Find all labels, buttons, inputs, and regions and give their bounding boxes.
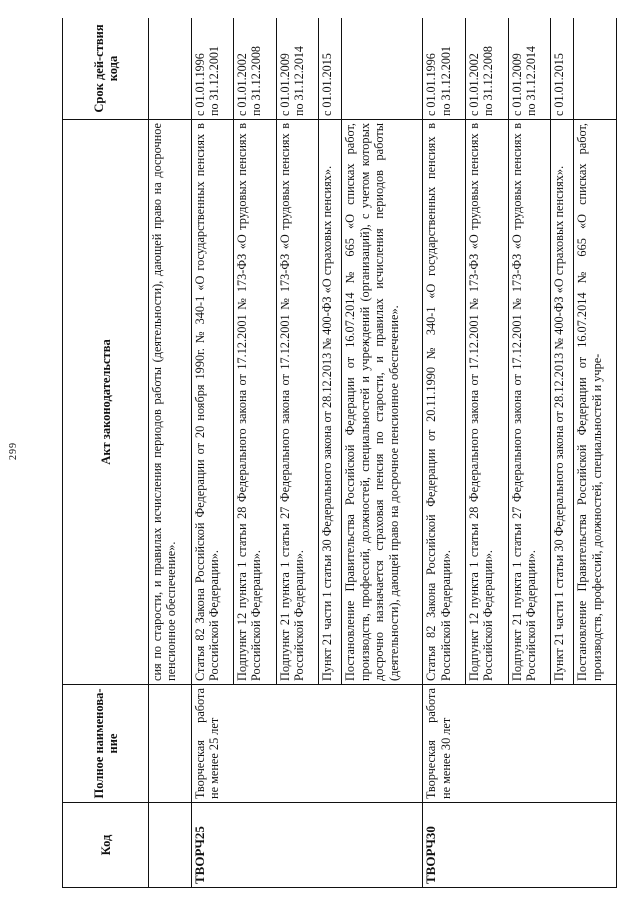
header-term: Срок дей-ствия кода xyxy=(63,18,149,120)
header-code: Код xyxy=(63,803,149,888)
validity-term-cell xyxy=(149,18,192,120)
code-cell: ТВОРЧ25 xyxy=(191,803,423,888)
header-act: Акт законодательства xyxy=(63,120,149,685)
legislation-act-cell: Подпункт 12 пункта 1 статьи 28 Федерального закона от 17.12.2001 № 173-ФЗ «О трудовых пенсиях в Российской Федерации». xyxy=(234,120,277,685)
validity-term-cell: с 01.01.2009 по 31.12.2014 xyxy=(276,18,319,120)
document-sheet xyxy=(62,18,617,888)
validity-term-cell xyxy=(342,18,423,120)
code-cell: ТВОРЧ30 xyxy=(423,803,617,888)
validity-term-cell: с 01.01.1996 по 31.12.2001 xyxy=(191,18,234,120)
validity-term-cell xyxy=(574,18,617,120)
legislation-table xyxy=(62,18,617,888)
legislation-act-cell: Подпункт 21 пункта 1 статьи 27 Федерального закона от 17.12.2001 № 173-ФЗ «О трудовых пенсиях в Российской Федерации». xyxy=(508,120,551,685)
header-name: Полное наименова-ние xyxy=(63,685,149,803)
legislation-act-cell: Пункт 21 части 1 статьи 30 Федерального закона от 28.12.2013 № 400-ФЗ «О страховых пенсиях». xyxy=(551,120,574,685)
header-row xyxy=(63,18,149,888)
validity-term-cell: с 01.01.2002 по 31.12.2008 xyxy=(234,18,277,120)
legislation-act-cell: Статья 82 Закона Российской Федерации от 20 ноября 1990г. № 340-1 «О государственных пенсиях в Российской Федерации». xyxy=(191,120,234,685)
legislation-act-cell: сия по старости, и правилах исчисления периодов работы (деятельности), дающей право на досрочное пенсионное обеспечение». xyxy=(149,120,192,685)
validity-term-cell: с 01.01.2015 xyxy=(319,18,342,120)
validity-term-cell: с 01.01.1996 по 31.12.2001 xyxy=(423,18,466,120)
full-name-cell: Творческая работа не менее 25 лет xyxy=(191,685,423,803)
validity-term-cell: с 01.01.2009 по 31.12.2014 xyxy=(508,18,551,120)
table-body xyxy=(149,18,617,888)
validity-term-cell: с 01.01.2015 xyxy=(551,18,574,120)
legislation-act-cell: Пункт 21 части 1 статьи 30 Федерального закона от 28.12.2013 № 400-ФЗ «О страховых пенсиях». xyxy=(319,120,342,685)
legislation-act-cell: Статья 82 Закона Российской Федерации от 20.11.1990 № 340-1 «О государственных пенсиях в Российской Федерации». xyxy=(423,120,466,685)
rotated-table-wrapper xyxy=(62,18,617,888)
full-name-cell xyxy=(149,685,192,803)
legislation-act-cell: Подпункт 12 пункта 1 статьи 28 Федерального закона от 17.12.2001 № 173-ФЗ «О трудовых пенсиях в Российской Федерации». xyxy=(466,120,509,685)
legislation-act-cell: Постановление Правительства Российской Федерации от 16.07.2014 № 665 «О списках работ, производств, профессий, должностей, специальностей и учреждений (организаций), с учетом которых досрочно назначается страховая пенсия по старости, и правилах исчисления периодов работы (деятельности), дающей право на досрочное пенсионное обеспечение». xyxy=(342,120,423,685)
code-cell xyxy=(149,803,192,888)
page-number: 299 xyxy=(8,442,19,460)
table-row xyxy=(423,18,466,888)
table-row xyxy=(149,18,192,888)
legislation-act-cell: Подпункт 21 пункта 1 статьи 27 Федерального закона от 17.12.2001 № 173-ФЗ «О трудовых пенсиях в Российской Федерации». xyxy=(276,120,319,685)
table-row xyxy=(191,18,234,888)
legislation-act-cell: Постановление Правительства Российской Федерации от 16.07.2014 № 665 «О списках работ, производств, профессий, должностей, специальностей и учре- xyxy=(574,120,617,685)
full-name-cell: Творческая работа не менее 30 лет xyxy=(423,685,617,803)
validity-term-cell: с 01.01.2002 по 31.12.2008 xyxy=(466,18,509,120)
